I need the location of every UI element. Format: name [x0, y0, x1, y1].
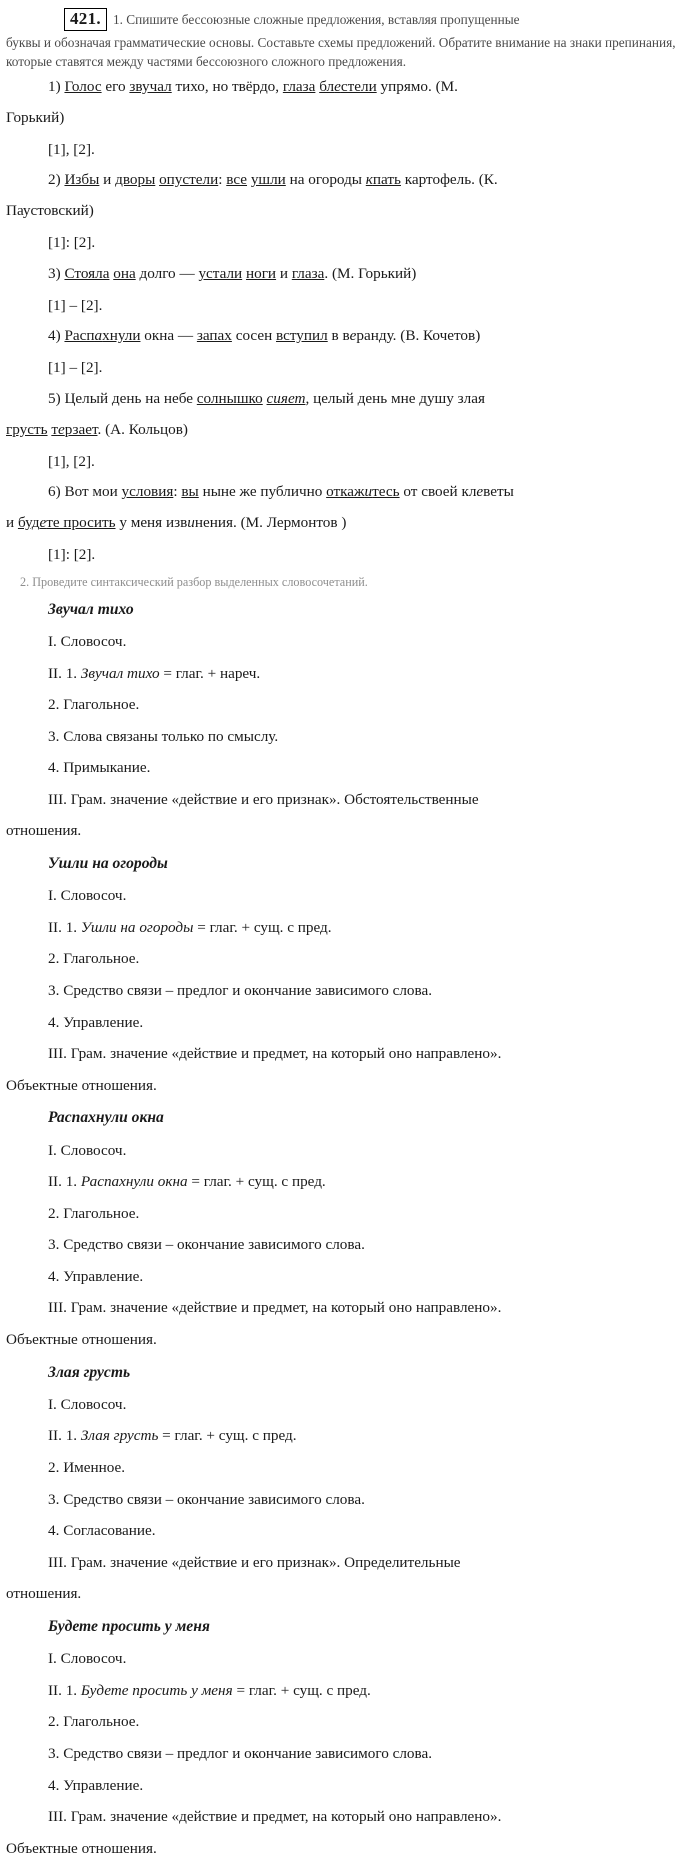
text-fragment: откаж [326, 483, 365, 501]
analysis-line-2 [6, 658, 694, 690]
sentence-2-author-line: Паустовский) [6, 202, 94, 220]
analysis-title: Распахнули окна [48, 1109, 164, 1127]
analysis-line-5: 4. Управление. [48, 1776, 144, 1794]
text-fragment: веты [483, 483, 514, 501]
predicate-zvuchal: звучал [129, 77, 172, 95]
predicate-ushli: ушли [250, 171, 286, 189]
task-1-rest: буквы и обозначая грамматические основы. Составьте схемы предложений. Обратите внимание на знаки препинания, которые ставятся между частями бессоюзного сложного предложения. [6, 34, 676, 70]
analysis-block [6, 593, 694, 847]
text-fragment: долго — [135, 264, 199, 282]
predicate-raspahnuli [64, 327, 140, 344]
analysis-line-3: 2. Глагольное. [48, 1713, 140, 1731]
text-fragment: . (М. Горький) [324, 264, 417, 282]
analysis-line-6: III. Грам. значение «действие и предмет, на который оно направлено». [48, 1045, 502, 1063]
text-fragment: и [6, 514, 18, 532]
subject-izby: Избы [64, 171, 100, 189]
analysis-line-4: 3. Средство связи – предлог и окончание зависимого слова. [48, 981, 433, 999]
sentence-3-number: 3) [48, 264, 61, 282]
subject-golos: Голос [64, 77, 102, 95]
predicate-stoyala: Стояла [64, 264, 110, 282]
text-fragment: хнули [102, 327, 141, 345]
predicate-vstupil: вступил [276, 327, 328, 345]
sentence-2-number: 2) [48, 171, 61, 189]
sentence-4 [6, 321, 694, 352]
analysis-block [6, 1610, 694, 1864]
subject-usloviya: условия [121, 483, 174, 501]
analysis-line-2 [6, 1166, 694, 1198]
analysis-title: Будете просить у меня [48, 1617, 210, 1635]
analysis-line-4: 3. Средство связи – окончание зависимого слова. [48, 1490, 365, 1508]
text-fragment: буд [17, 514, 40, 532]
text-fragment: = глаг. + сущ. с пред. [187, 1173, 326, 1191]
text-fragment: Целый день на небе [64, 389, 197, 407]
text-fragment: : [173, 483, 182, 501]
text-fragment: и [99, 171, 116, 189]
text-fragment: у меня изв [115, 514, 188, 532]
inserted-letter: и [364, 483, 373, 501]
text-fragment: тихо, но твёрдо, [171, 77, 283, 95]
text-fragment: , целый день мне душу злая [305, 389, 485, 407]
scheme-2: [1]: [2]. [48, 234, 96, 252]
inserted-letter: а [94, 327, 103, 345]
subject-ona: она [113, 264, 136, 282]
text-fragment: Вот мои [64, 483, 122, 501]
text-fragment: тесь [372, 483, 400, 501]
analysis-line-6b: отношения. [6, 1585, 82, 1603]
analysis-line-6b: Объектные отношения. [6, 1331, 157, 1349]
text-fragment: II. 1. [48, 664, 81, 682]
analysis-line-6: III. Грам. значение «действие и предмет, на который оно направлено». [48, 1299, 502, 1317]
inserted-letter: е [334, 77, 341, 95]
subject-vy: вы [181, 483, 199, 501]
text-fragment: от своей кл [399, 483, 477, 501]
exercise-number-box: 421. [64, 8, 107, 31]
task-2-note: 2. Проведите синтаксический разбор выделенных словосочетаний. [20, 574, 368, 589]
sentence-5-number: 5) [48, 389, 61, 407]
predicate-otkazhites [326, 483, 399, 500]
text-fragment: в в [327, 327, 350, 345]
inserted-letter: я [280, 389, 288, 407]
text-fragment: т [51, 420, 58, 438]
text-fragment: его [101, 77, 130, 95]
analysis-line-6b: Объектные отношения. [6, 1076, 157, 1094]
subject-vse: все [226, 171, 248, 189]
analysis-line-6: III. Грам. значение «действие и его признак». Определительные [48, 1553, 461, 1571]
subject-glaza: глаза [291, 264, 325, 282]
sentence-2 [6, 165, 694, 196]
analysis-block [6, 1101, 694, 1355]
analysis-line-5: 4. Согласование. [48, 1522, 156, 1540]
sentence-6-cont [6, 508, 694, 539]
analysis-title: Злая грусть [48, 1363, 131, 1381]
text-fragment: бл [319, 77, 335, 95]
text-fragment: II. 1. [48, 1427, 81, 1445]
analysis-line-2 [6, 1675, 694, 1707]
subject-dvory: дворы [115, 171, 156, 189]
sentence-3 [6, 259, 694, 290]
text-fragment: рзает [64, 420, 98, 438]
inserted-letter: и [187, 514, 195, 532]
text-fragment: сосен [231, 327, 277, 345]
analysis-line-6: III. Грам. значение «действие и его признак». Обстоятельственные [48, 790, 479, 808]
inserted-letter: е [476, 483, 484, 501]
text-fragment: окна — [140, 327, 197, 345]
subject-solnyshko: солнышко [196, 389, 263, 407]
text-fragment: II. 1. [48, 918, 81, 936]
subject-nogi: ноги [245, 264, 277, 282]
analysis-line-5: 4. Примыкание. [48, 759, 151, 777]
sentence-6-number: 6) [48, 483, 61, 501]
analysis-line-2 [6, 1420, 694, 1452]
text-fragment: = глаг. + сущ. с пред. [158, 1427, 297, 1445]
analysis-line-6b: отношения. [6, 822, 82, 840]
analysis-line-4: 3. Слова связаны только по смыслу. [48, 727, 279, 745]
analysis-line-4: 3. Средство связи – окончание зависимого слова. [48, 1236, 365, 1254]
analysis-line-5: 4. Управление. [48, 1013, 144, 1031]
subject-glaza: глаза [282, 77, 316, 95]
inserted-letter: е [39, 514, 47, 532]
subject-grust: грусть [6, 420, 48, 438]
text-fragment: II. 1. [48, 1173, 81, 1191]
text-fragment: ет [287, 389, 306, 407]
inserted-letter: к [365, 171, 373, 189]
task-1-lead: 1. Спишите бессоюзные сложные предложения, вставляя пропущенные [112, 12, 520, 27]
predicate-terzaet [51, 421, 97, 438]
text-fragment: . (А. Кольцов) [97, 420, 188, 438]
analysis-line-3: 2. Именное. [48, 1459, 126, 1477]
scheme-6: [1]: [2]. [48, 546, 96, 564]
predicate-budete-prosit [18, 514, 116, 531]
sentence-4-number: 4) [48, 327, 61, 345]
sentence-1-author-line: Горький) [6, 108, 65, 126]
inserted-letter: е [349, 327, 357, 345]
text-fragment: си [266, 389, 281, 407]
analysis-line-6b: Объектные отношения. [6, 1839, 157, 1857]
text-fragment: пать [372, 171, 401, 189]
analysis-block [6, 1356, 694, 1610]
subject-zapah: запах [196, 327, 232, 345]
text-fragment: упрямо. (М. [376, 77, 458, 95]
text-fragment: = глаг. + сущ. с пред. [232, 1681, 371, 1699]
analysis-line-5: 4. Управление. [48, 1267, 144, 1285]
analysis-line-1: I. Словосоч. [48, 887, 127, 905]
analysis-line-3: 2. Глагольное. [48, 696, 140, 714]
sentence-1 [6, 72, 694, 103]
analysis-line-1: I. Словосоч. [48, 632, 127, 650]
predicate-blesteli [319, 78, 377, 95]
text-fragment: картофель. (К. [400, 171, 498, 189]
scheme-5: [1], [2]. [48, 452, 95, 470]
text-fragment: ныне же публично [198, 483, 327, 501]
analysis-line-4: 3. Средство связи – предлог и окончание зависимого слова. [48, 1744, 433, 1762]
text-fragment: II. 1. [48, 1681, 81, 1699]
sentence-5-cont [6, 415, 694, 446]
text-fragment: нения. (М. Лермонтов ) [194, 514, 347, 532]
analysis-line-1: I. Словосоч. [48, 1650, 127, 1668]
scheme-3: [1] – [2]. [48, 296, 103, 314]
analysis-line-3: 2. Глагольное. [48, 1204, 140, 1222]
predicate-siyaet [267, 390, 306, 407]
scheme-4: [1] – [2]. [48, 359, 103, 377]
scheme-1: [1], [2]. [48, 140, 95, 158]
word-kopat [366, 171, 401, 188]
sentence-1-number: 1) [48, 77, 61, 95]
analysis-phrase-italic: Будете просить у меня [80, 1681, 233, 1699]
text-fragment: на огороды [285, 171, 366, 189]
text-fragment: и [276, 264, 292, 282]
inserted-letter: е [57, 420, 65, 438]
text-fragment: = глаг. + нареч. [159, 664, 261, 682]
analysis-line-1: I. Словосоч. [48, 1395, 127, 1413]
sentence-6 [6, 477, 694, 508]
analysis-title: Ушли на огороды [48, 854, 168, 872]
analysis-block [6, 847, 694, 1101]
analysis-line-3: 2. Глагольное. [48, 950, 140, 968]
text-fragment: Расп [64, 327, 95, 345]
text-fragment: ранду. (В. Кочетов) [356, 327, 481, 345]
analysis-phrase-italic: Распахнули окна [80, 1173, 188, 1191]
analysis-line-1: I. Словосоч. [48, 1141, 127, 1159]
exercise-header [6, 8, 694, 31]
analysis-line-2 [6, 912, 694, 944]
analysis-line-6: III. Грам. значение «действие и предмет, на который оно направлено». [48, 1808, 502, 1826]
predicate-opusteli: опустели [159, 171, 219, 189]
predicate-ustali: устали [198, 264, 243, 282]
text-fragment: те просить [46, 514, 116, 532]
analysis-phrase-italic: Ушли на огороды [80, 918, 194, 936]
analysis-phrase-italic: Злая грусть [80, 1427, 159, 1445]
sentence-5 [6, 384, 694, 415]
analysis-title: Звучал тихо [48, 600, 134, 618]
analysis-phrase-italic: Звучал тихо [80, 664, 160, 682]
text-fragment: = глаг. + сущ. с пред. [193, 918, 332, 936]
text-fragment: стели [340, 77, 377, 95]
text-fragment: : [218, 171, 227, 189]
